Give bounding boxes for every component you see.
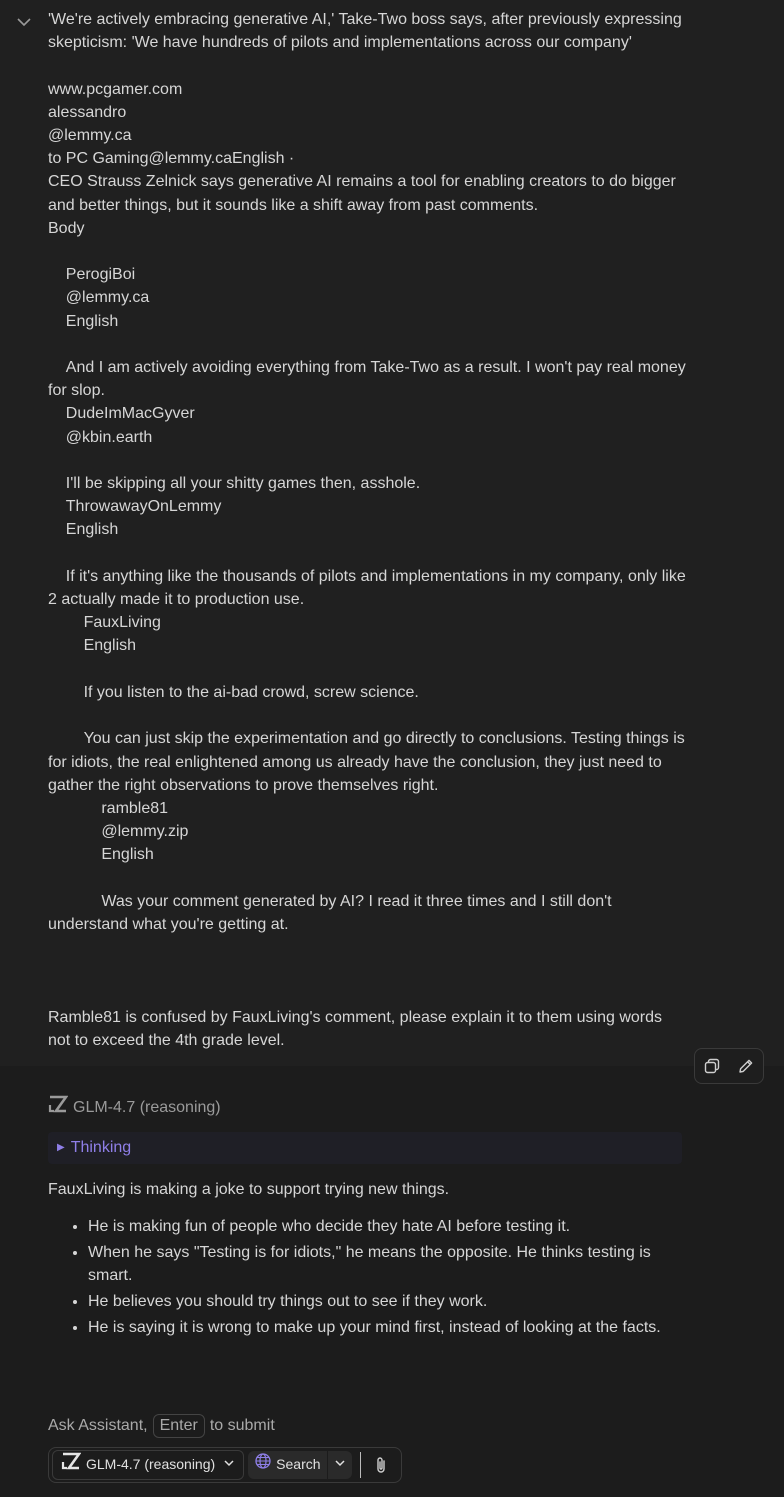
chevron-down-icon[interactable] — [14, 12, 34, 32]
assistant-model-name: GLM-4.7 (reasoning) — [73, 1099, 221, 1117]
enter-key-badge: Enter — [153, 1414, 205, 1438]
comment-user: PerogiBoi — [48, 266, 136, 284]
message-actions — [694, 1048, 764, 1084]
globe-icon — [254, 1452, 272, 1477]
answer-list — [48, 1215, 688, 1339]
comment-text: I'll be skipping all your shitty games then, asshole. — [48, 475, 421, 493]
search-button[interactable] — [248, 1451, 326, 1479]
list-item: • He is making fun of people who decide they hate AI before testing it. — [88, 1215, 688, 1238]
paperclip-icon[interactable] — [369, 1451, 393, 1479]
list-item: • He is saying it is wrong to make up your mind first, instead of looking at the facts. — [88, 1316, 688, 1339]
search-options-button[interactable] — [328, 1451, 352, 1479]
caret-right-icon: ▶ — [57, 1142, 65, 1154]
assistant-message — [48, 1096, 688, 1342]
list-item: • He believes you should try things out to see if they work. — [88, 1290, 688, 1313]
user-question: Ramble81 is confused by FauxLiving's comment, please explain it to them using words not to exceed the 4th grade level. — [48, 1008, 667, 1049]
comment-text: Was your comment generated by AI? I read it three times and I still don't understand what you're getting at. — [48, 892, 617, 933]
thinking-label: Thinking — [70, 1139, 132, 1157]
z-logo-icon — [48, 1095, 68, 1120]
post-title: 'We're actively embracing generative AI,' Take-Two boss says, after previously expressing skepticism: 'We have hundreds of pilots and implementations across our company' — [48, 11, 687, 52]
source-domain: www.pcgamer.com — [48, 80, 183, 98]
toolbar-divider — [360, 1452, 361, 1478]
model-select-label: GLM-4.7 (reasoning) — [86, 1456, 216, 1473]
community-line: to PC Gaming@lemmy.caEnglish · — [48, 150, 295, 168]
comment-text: You can just skip the experimentation and go directly to conclusions. Testing things is for idiots, the real enlightened among us already have the conclusion, they just need to gather the right observations to prove themselves right. — [48, 730, 690, 794]
comment-lang: English — [48, 846, 154, 864]
thinking-toggle[interactable] — [48, 1132, 682, 1164]
comment-instance: @lemmy.ca — [48, 289, 150, 307]
user-message — [48, 8, 691, 1052]
comment-text: If it's anything like the thousands of pilots and implementations in my company, only like 2 actually made it to production use. — [48, 567, 691, 609]
comment-text: If you listen to the ai-bad crowd, screw science. — [48, 683, 419, 701]
list-item: • When he says "Testing is for idiots," he means the opposite. He thinks testing is smart. — [88, 1241, 688, 1287]
comment-instance: @lemmy.zip — [48, 823, 189, 841]
chevron-down-icon — [334, 1453, 346, 1476]
search-label: Search — [276, 1456, 321, 1473]
body-label: Body — [48, 219, 85, 237]
assistant-model-header — [48, 1096, 688, 1120]
comment-lang: English — [48, 637, 137, 655]
answer-intro: FauxLiving is making a joke to support trying new things. — [48, 1181, 450, 1198]
post-author: alessandro — [48, 103, 127, 121]
copy-icon[interactable] — [701, 1055, 723, 1077]
composer-toolbar — [48, 1447, 402, 1483]
chevron-down-icon — [223, 1453, 235, 1476]
model-select[interactable] — [52, 1450, 244, 1480]
comment-user: ThrowawayOnLemmy — [48, 498, 222, 516]
submit-suffix: to submit — [209, 1417, 275, 1435]
comment-lang: English — [48, 521, 119, 539]
post-summary: CEO Strauss Zelnick says generative AI remains a tool for enabling creators to do bigger and better things, but it sounds like a shift away from past comments. — [48, 173, 681, 214]
comment-user: DudeImMacGyver — [48, 405, 195, 423]
comment-user: ramble81 — [48, 799, 169, 817]
comment-lang: English — [48, 312, 119, 330]
ask-assistant-label: Ask Assistant, — [48, 1417, 148, 1435]
comment-user: FauxLiving — [48, 614, 161, 632]
z-logo-icon — [61, 1452, 81, 1477]
post-author-instance: @lemmy.ca — [48, 127, 132, 145]
comment-instance: @kbin.earth — [48, 428, 153, 446]
pencil-icon[interactable] — [735, 1055, 757, 1077]
comment-text: And I am actively avoiding everything from Take-Two as a result. I won't pay real money for slop. — [48, 359, 691, 400]
composer-hint — [48, 1414, 275, 1438]
